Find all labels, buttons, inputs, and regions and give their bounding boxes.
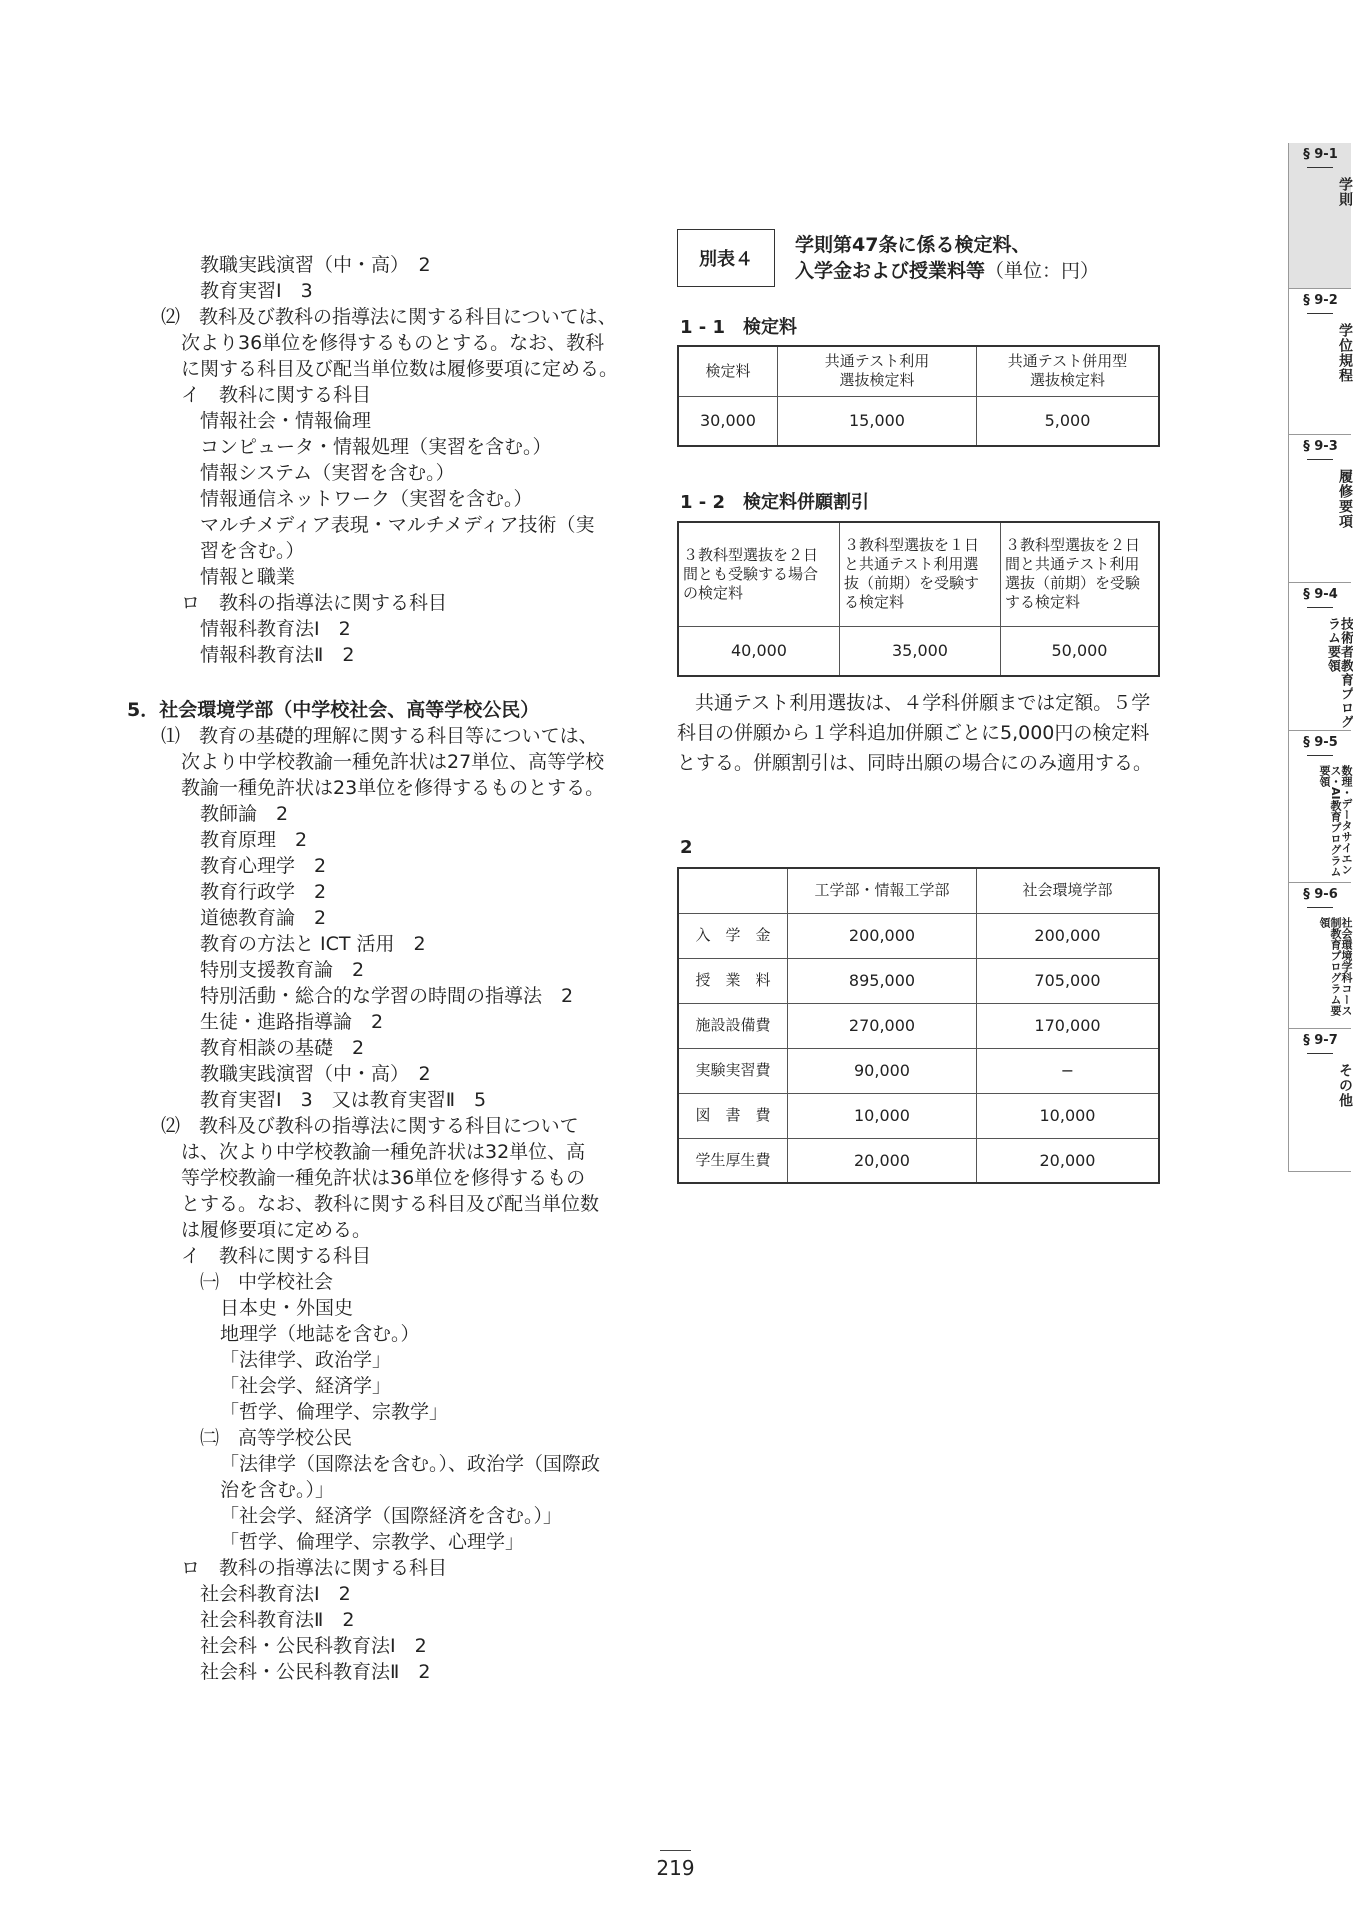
text-line: 次より36単位を修得するものとする。なお、教科 bbox=[181, 332, 605, 354]
text-line: ロ 教科の指導法に関する科目 bbox=[181, 592, 448, 614]
row-label: 学生厚生費 bbox=[678, 1138, 788, 1183]
tab-label: 技術者教育プログラム要領 bbox=[1325, 617, 1353, 729]
appendix-title-line2: 入学金および授業料等 bbox=[795, 260, 986, 282]
table-header-row bbox=[678, 868, 1159, 913]
table-cell: 170,000 bbox=[977, 1003, 1160, 1048]
tab-label: 学位規程 bbox=[1337, 323, 1353, 383]
table-header-cell: 社会環境学部 bbox=[977, 868, 1160, 913]
tab-label: 履修要項 bbox=[1337, 469, 1353, 529]
table-cell: 895,000 bbox=[788, 958, 977, 1003]
text-line: イ 教科に関する科目 bbox=[181, 384, 372, 406]
appendix-title-line2-wrap bbox=[795, 258, 1099, 284]
tab-number: § 9-1 bbox=[1303, 147, 1338, 162]
appendix-title-unit: （単位：円） bbox=[985, 260, 1100, 282]
text-line: 「法律学（国際法を含む。）、政治学（国際政 bbox=[220, 1453, 601, 1475]
table-cell: 90,000 bbox=[788, 1048, 977, 1093]
section-heading: 5．社会環境学部（中学校社会、高等学校公民） bbox=[127, 699, 540, 721]
text-line: 特別支援教育論 2 bbox=[200, 959, 365, 981]
text-line: 教育実習Ⅰ 3 又は教育実習Ⅱ 5 bbox=[200, 1089, 487, 1111]
text-line: とする。なお、教科に関する科目及び配当単位数 bbox=[181, 1193, 600, 1215]
text-line: ロ 教科の指導法に関する科目 bbox=[181, 1557, 448, 1579]
table-cell: 15,000 bbox=[778, 396, 977, 446]
text-line: 社会科教育法Ⅱ 2 bbox=[200, 1609, 355, 1631]
text-line: 情報科教育法Ⅰ 2 bbox=[200, 618, 351, 640]
text-line: 「法律学、政治学」 bbox=[220, 1349, 392, 1371]
tab-divider bbox=[1307, 313, 1333, 314]
text-line: 情報通信ネットワーク（実習を含む。） bbox=[200, 488, 533, 510]
note-line: 共通テスト利用選抜は、４学科併願までは定額。５学 bbox=[695, 692, 1151, 714]
table-cell: 270,000 bbox=[788, 1003, 977, 1048]
tab-label: 社会環境学科コース制教育プログラム要領 bbox=[1318, 917, 1353, 1016]
table-cell: 10,000 bbox=[788, 1093, 977, 1138]
table-header-cell: 共通テスト利用 選抜検定料 bbox=[778, 346, 977, 396]
text-line: 情報科教育法Ⅱ 2 bbox=[200, 644, 355, 666]
table-header-cell: ３教科型選抜を２日 間と共通テスト利用 選抜（前期）を受験 する検定料 bbox=[1001, 522, 1160, 626]
note-line: 科目の併願から１学科追加併願ごとに5,000円の検定料 bbox=[677, 722, 1150, 744]
text-line: 生徒・進路指導論 2 bbox=[200, 1011, 384, 1033]
tab-divider bbox=[1307, 755, 1333, 756]
table-row bbox=[678, 958, 1159, 1003]
table-cell: 200,000 bbox=[977, 913, 1160, 958]
text-line: 情報社会・情報倫理 bbox=[200, 410, 372, 432]
table-cell: 40,000 bbox=[678, 626, 840, 676]
table-header-cell: 検定料 bbox=[678, 346, 778, 396]
row-label: 入 学 金 bbox=[678, 913, 788, 958]
table-row bbox=[678, 1003, 1159, 1048]
row-label: 授 業 料 bbox=[678, 958, 788, 1003]
row-label: 実験実習費 bbox=[678, 1048, 788, 1093]
tab-divider bbox=[1307, 459, 1333, 460]
tab-number: § 9-3 bbox=[1303, 439, 1338, 454]
text-line: 等学校教諭一種免許状は36単位を修得するもの bbox=[181, 1167, 586, 1189]
text-line: ⑵ 教科及び教科の指導法に関する科目については、 bbox=[161, 306, 617, 328]
tab-number: § 9-6 bbox=[1303, 887, 1338, 902]
tab-9-2[interactable] bbox=[1288, 289, 1351, 435]
tab-label: 学則 bbox=[1337, 177, 1353, 207]
text-line: ⑵ 教科及び教科の指導法に関する科目について bbox=[161, 1115, 579, 1137]
table-cell: 20,000 bbox=[977, 1138, 1160, 1183]
table-row bbox=[678, 1093, 1159, 1138]
table-row bbox=[678, 1138, 1159, 1183]
tab-number: § 9-7 bbox=[1303, 1033, 1338, 1048]
text-line: 情報システム（実習を含む。） bbox=[200, 462, 455, 484]
table-cell: 20,000 bbox=[788, 1138, 977, 1183]
text-line: ㈠ 中学校社会 bbox=[200, 1271, 334, 1293]
tab-divider bbox=[1307, 907, 1333, 908]
row-label: 施設設備費 bbox=[678, 1003, 788, 1048]
table-cell: 10,000 bbox=[977, 1093, 1160, 1138]
text-line: 教育実習Ⅰ 3 bbox=[200, 280, 313, 302]
tab-divider bbox=[1307, 167, 1333, 168]
text-line: 教育心理学 2 bbox=[200, 855, 327, 877]
tab-9-5[interactable] bbox=[1288, 731, 1351, 883]
text-line: 日本史・外国史 bbox=[220, 1297, 354, 1319]
text-line: イ 教科に関する科目 bbox=[181, 1245, 372, 1267]
tab-9-1[interactable] bbox=[1288, 143, 1351, 289]
text-line: 「哲学、倫理学、宗教学、心理学」 bbox=[220, 1531, 525, 1553]
exam-fee-table bbox=[677, 345, 1160, 447]
table-row bbox=[678, 396, 1159, 446]
text-line: ⑴ 教育の基礎的理解に関する科目等については、 bbox=[161, 725, 598, 747]
text-line: 特別活動・総合的な学習の時間の指導法 2 bbox=[200, 985, 574, 1007]
tab-9-7[interactable] bbox=[1288, 1029, 1351, 1172]
text-line: 社会科教育法Ⅰ 2 bbox=[200, 1583, 351, 1605]
table-row bbox=[678, 913, 1159, 958]
row-label: 図 書 費 bbox=[678, 1093, 788, 1138]
text-line: マルチメディア表現・マルチメディア技術（実 bbox=[200, 514, 595, 536]
table-cell: 200,000 bbox=[788, 913, 977, 958]
tab-9-3[interactable] bbox=[1288, 435, 1351, 583]
text-line: 習を含む。） bbox=[200, 540, 305, 562]
tab-number: § 9-4 bbox=[1303, 587, 1338, 602]
text-line: 「哲学、倫理学、宗教学」 bbox=[220, 1401, 449, 1423]
text-line: 教育原理 2 bbox=[200, 829, 308, 851]
tab-divider bbox=[1307, 1053, 1333, 1054]
table-row bbox=[678, 626, 1159, 676]
text-line: 教職実践演習（中・高） 2 bbox=[200, 254, 431, 276]
table-header-cell: ３教科型選抜を１日 と共通テスト利用選 抜（前期）を受験す る検定料 bbox=[840, 522, 1001, 626]
tab-number: § 9-5 bbox=[1303, 735, 1338, 750]
text-line: 情報と職業 bbox=[200, 566, 296, 588]
text-line: 社会科・公民科教育法Ⅱ 2 bbox=[200, 1661, 431, 1683]
text-line: ㈡ 高等学校公民 bbox=[200, 1427, 353, 1449]
table-header-row bbox=[678, 346, 1159, 396]
text-line: 教職実践演習（中・高） 2 bbox=[200, 1063, 431, 1085]
table-header-cell: 共通テスト併用型 選抜検定料 bbox=[977, 346, 1160, 396]
appendix-title-line1: 学則第47条に係る検定料、 bbox=[795, 234, 1031, 256]
text-line: は、次より中学校教諭一種免許状は32単位、高 bbox=[181, 1141, 586, 1163]
section-heading-1-1: 1 - 1 検定料 bbox=[680, 317, 798, 338]
text-line: 教諭一種免許状は23単位を修得するものとする。 bbox=[181, 777, 605, 799]
table-cell: 30,000 bbox=[678, 396, 778, 446]
appendix-label: 別表４ bbox=[699, 249, 753, 270]
tab-9-4[interactable] bbox=[1288, 583, 1351, 731]
table-header-cell bbox=[678, 868, 788, 913]
page-number: 219 bbox=[656, 1856, 695, 1880]
text-line: 教師論 2 bbox=[200, 803, 289, 825]
page-number-rule bbox=[660, 1850, 691, 1851]
table-cell: 50,000 bbox=[1001, 626, 1160, 676]
table-cell: − bbox=[977, 1048, 1160, 1093]
text-line: 「社会学、経済学」 bbox=[220, 1375, 392, 1397]
text-line: 社会科・公民科教育法Ⅰ 2 bbox=[200, 1635, 427, 1657]
tuition-table bbox=[677, 867, 1160, 1184]
text-line: 道徳教育論 2 bbox=[200, 907, 327, 929]
text-line: 教育相談の基礎 2 bbox=[200, 1037, 365, 1059]
tab-9-6[interactable] bbox=[1288, 883, 1351, 1029]
text-line: コンピュータ・情報処理（実習を含む。） bbox=[200, 436, 552, 458]
text-line: 治を含む。）」 bbox=[220, 1479, 335, 1501]
tab-divider bbox=[1307, 607, 1333, 608]
text-line: に関する科目及び配当単位数は履修要項に定める。 bbox=[181, 358, 619, 380]
text-line: 次より中学校教諭一種免許状は27単位、高等学校 bbox=[181, 751, 605, 773]
text-line: 教育行政学 2 bbox=[200, 881, 327, 903]
text-line: は履修要項に定める。 bbox=[181, 1219, 372, 1241]
table-cell: 705,000 bbox=[977, 958, 1160, 1003]
text-line: 「社会学、経済学（国際経済を含む。）」 bbox=[220, 1505, 563, 1527]
tab-number: § 9-2 bbox=[1303, 293, 1338, 308]
discount-fee-table bbox=[677, 521, 1160, 677]
tab-label: その他 bbox=[1337, 1063, 1353, 1108]
section-heading-2: 2 bbox=[680, 837, 693, 858]
table-cell: 35,000 bbox=[840, 626, 1001, 676]
text-line: 地理学（地誌を含む。） bbox=[220, 1323, 420, 1345]
table-header-row bbox=[678, 522, 1159, 626]
text-line: 教育の方法と ICT 活用 2 bbox=[200, 933, 426, 955]
table-header-cell: ３教科型選抜を２日 間とも受験する場合 の検定料 bbox=[678, 522, 840, 626]
tab-label: 数理・データサイエンス・AI教育プログラム要領 bbox=[1318, 765, 1353, 877]
table-cell: 5,000 bbox=[977, 396, 1160, 446]
table-row bbox=[678, 1048, 1159, 1093]
appendix-label-box bbox=[677, 229, 775, 287]
table-header-cell: 工学部・情報工学部 bbox=[788, 868, 977, 913]
section-heading-1-2: 1 - 2 検定料併願割引 bbox=[680, 492, 870, 513]
note-line: とする。併願割引は、同時出願の場合にのみ適用する。 bbox=[677, 752, 1153, 774]
